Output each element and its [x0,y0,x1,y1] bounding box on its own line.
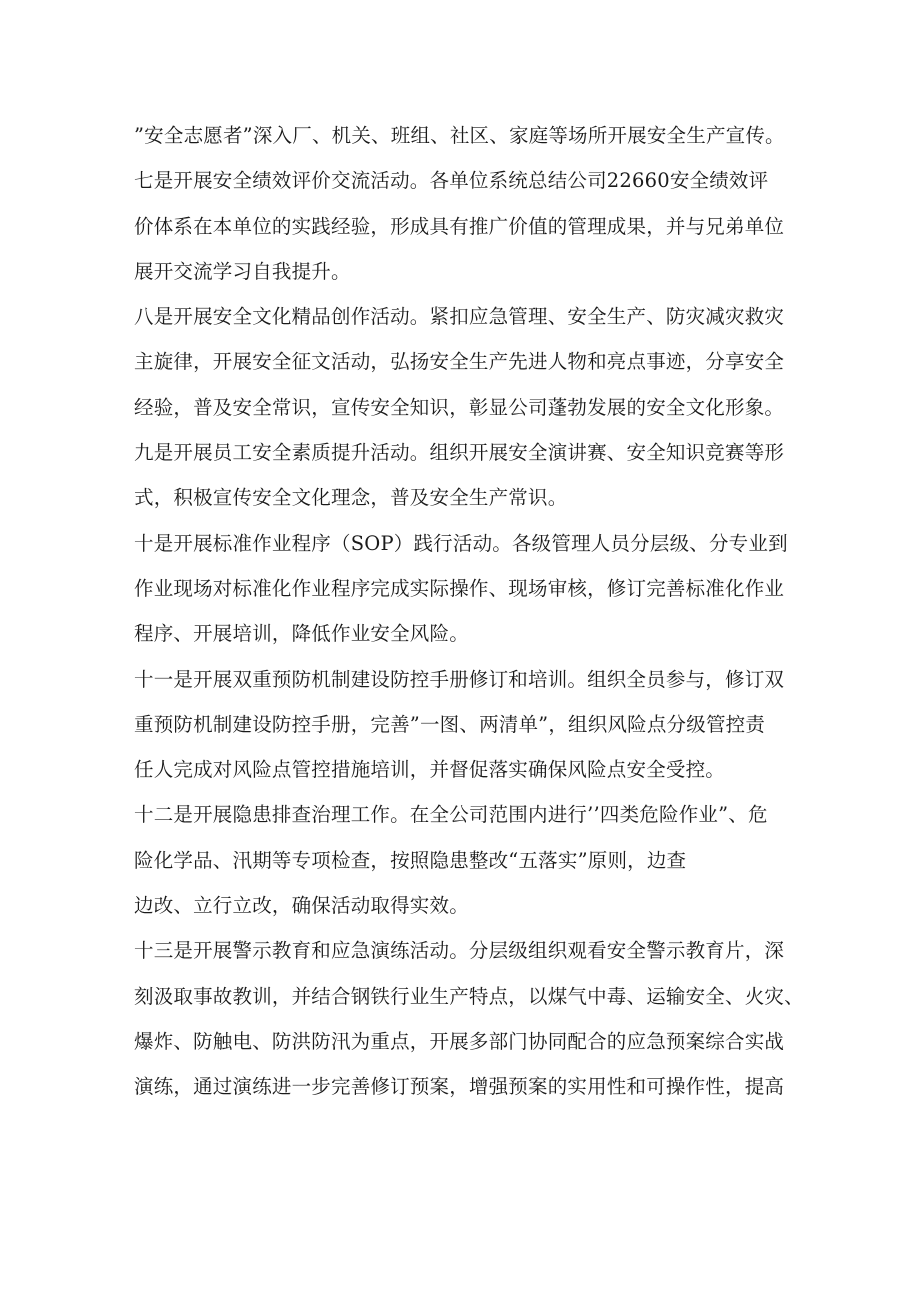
text-line: 十一是开展双重预防机制建设防控手册修订和培训。组织全员参与，修订双 [134,667,785,691]
text-line: 十三是开展警示教育和应急演练活动。分层级组织观看安全警示教育片，深 [134,939,785,963]
text-line: 经验，普及安全常识，宣传安全知识，彰显公司蓬勃发展的安全文化形象。 [134,395,785,419]
text-line: 重预防机制建设防控手册，完善”一图、两清单”，组织风险点分级管控责 [134,712,766,736]
text-line: 展开交流学习自我提升。 [134,259,351,283]
text-line: 十二是开展隐患排查治理工作。在全公司范围内进行’’四类危险作业”、危 [134,803,768,827]
text-line: 九是开展员工安全素质提升活动。组织开展安全演讲赛、安全知识竞赛等形 [134,441,785,465]
text-line: 刻汲取事故教训，并结合钢铁行业生产特点，以煤气中毒、运输安全、火灾、 [134,984,804,1008]
text-line: 八是开展安全文化精品创作活动。紧扣应急管理、安全生产、防灾减灾救灾 [134,305,785,329]
text-line: ”安全志愿者”深入厂、机关、班组、社区、家庭等场所开展安全生产宣传。 [134,124,785,147]
text-line: 边改、立行立改，确保活动取得实效。 [134,894,469,918]
text-line: 程序、开展培训，降低作业安全风险。 [134,622,469,646]
text-line: 价体系在本单位的实践经验，形成具有推广价值的管理成果，并与兄弟单位 [134,214,785,238]
text-line: 式，积极宣传安全文化理念，普及安全生产常识。 [134,486,568,510]
text-line: 爆炸、防触电、防洪防汛为重点，开展多部门协同配合的应急预案综合实战 [134,1029,785,1053]
text-line: 十是开展标准作业程序（SOP）践行活动。各级管理人员分层级、分专业到 [134,531,788,555]
text-line: 七是开展安全绩效评价交流活动。各单位系统总结公司22660安全绩效评 [134,169,769,193]
text-line: 险化学品、汛期等专项检查，按照隐患整改“五落实”原则，边查 [134,848,687,872]
document-body [134,113,804,1110]
text-line: 演练，通过演练进一步完善修订预案，增强预案的实用性和可操作性，提高 [134,1075,785,1099]
text-line: 任人完成对风险点管控措施培训，并督促落实确保风险点安全受控。 [134,758,726,782]
text-line: 主旋律，开展安全征文活动，弘扬安全生产先进人物和亮点事迹，分享安全 [134,350,785,374]
text-line: 作业现场对标准化作业程序完成实际操作、现场审核，修订完善标准化作业 [134,576,785,600]
